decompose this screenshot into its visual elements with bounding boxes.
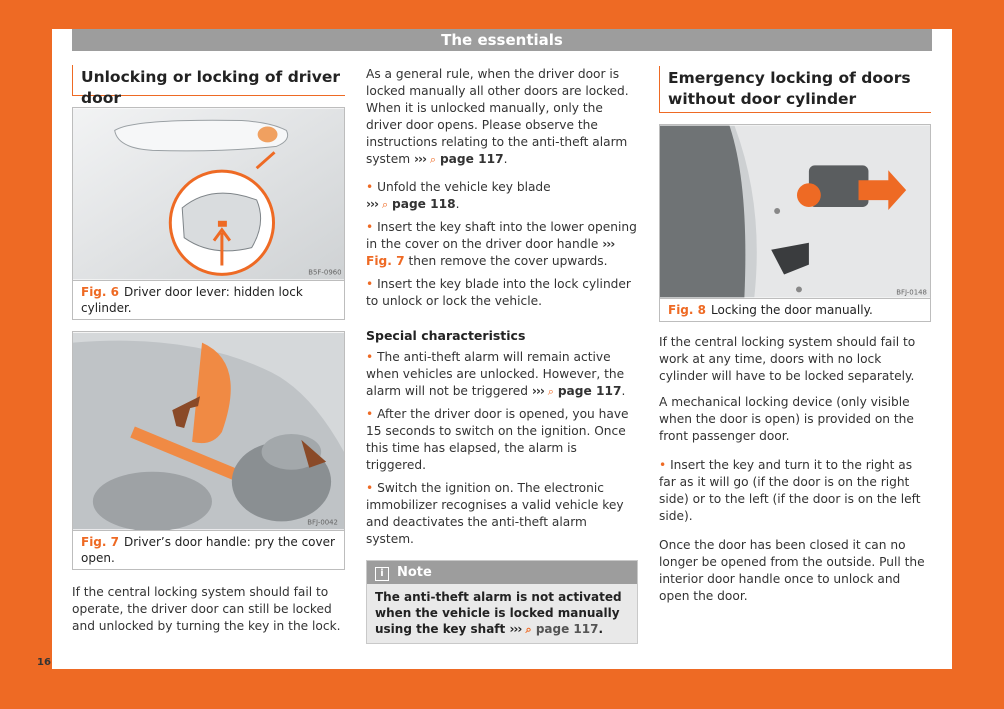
left-paragraph: If the central locking system should fail to operate, the driver door can still be locked and unlocked by turning the key in the lock. [72,585,341,633]
note-title: Note [397,565,432,580]
bullet-dot: • [366,220,374,234]
ref-page-117-link[interactable]: page 117 [535,622,599,636]
note-box [366,560,638,644]
note-text: The anti-theft alarm is not activated when the vehicle is locked manually using the key shaft [375,590,622,636]
fig7-label: Fig. 7 [81,535,119,549]
figure-7 [72,331,345,570]
chevron-icon: ››› [509,622,522,636]
fig6-caption [73,280,344,319]
chevron-icon: ››› [413,152,427,166]
bullet-insert-blade-text: Insert the key blade into the lock cylinder to unlock or lock the vehicle. [366,277,631,308]
right-paragraph-2: A mechanical locking device (only visible when the door is open) is provided on the front passenger door. [659,395,914,443]
bullet-insert-blade [366,276,638,310]
fig8-code: BFJ-0148 [896,288,927,297]
left-column [72,65,345,635]
fig8-caption-text: Locking the door manually. [711,303,873,317]
section-header: The essentials [72,29,932,51]
fig8-label: Fig. 8 [668,303,706,317]
bullet-insert-shaft [366,219,638,270]
right-paragraph-3: Once the door has been closed it can no longer be opened from the outside. Pull the interior door handle once to unlock and open the door. [659,538,925,603]
fig6-code: B5F-0960 [308,268,342,277]
bullet-alarm-active-text: The anti-theft alarm will remain active when vehicles are unlocked. However, the alarm will not be triggered [366,350,625,398]
note-body: The anti-theft alarm is not activated when the vehicle is locked manually using the key shaft ››› ⌕ page 117. [375,590,622,636]
door-lever-illustration [73,108,344,280]
chevron-icon: ››› [531,384,544,398]
special-characteristics-heading: Special characteristics [366,328,526,343]
ref-page-117-link[interactable]: page 117 [557,384,622,398]
fig6-label: Fig. 6 [81,285,119,299]
fig8-caption [660,298,930,321]
book-link-icon: ⌕ [525,623,532,636]
bullet-unfold: • Unfold the vehicle key blade ››› ⌕ page 118. [366,180,551,211]
fig7-caption-text: Driver’s door handle: pry the cover open. [81,535,335,565]
info-icon: i [375,567,389,581]
book-link-icon: ⌕ [547,385,554,398]
figure-6 [72,107,345,320]
bullet-dot: • [366,277,374,291]
figure-8 [659,124,931,322]
ref-page-118-link[interactable]: page 118 [392,197,456,211]
door-handle-illustration [73,332,344,530]
bullet-alarm-active: • The anti-theft alarm will remain active when vehicles are unlocked. However, the alarm will not be triggered ››› ⌕ page 117. [366,350,626,398]
door-lock-illustration [660,125,930,298]
section-title-unlocking: Unlocking or locking of driver door [72,65,345,96]
bullet-dot: • [366,407,374,421]
bullet-insert-shaft-text-2: then remove the cover upwards. [408,254,608,268]
middle-column [366,66,638,644]
fig6-caption-text: Driver door lever: hidden lock cylinder. [81,285,303,315]
section-title-emergency-locking: Emergency locking of doors without door cylinder [659,66,931,113]
chevron-icon: ››› [366,197,379,211]
bullet-insert-key-turn [659,457,931,525]
fig7-code: BFJ-0042 [307,518,338,527]
bullet-dot: • [366,350,374,364]
book-link-icon: ⌕ [429,153,437,166]
bullet-ignition [366,480,638,548]
intro-text: As a general rule, when the driver door is locked manually all other doors are locked. When it is unlocked manually, only the driver door opens. Please observe the instructions relating to the anti-theft alarm system [366,67,629,166]
ref-fig7-link[interactable]: Fig. 7 [366,254,405,268]
right-column [659,66,931,605]
fig7-caption [73,530,344,569]
bullet-dot: • [366,180,374,194]
intro-paragraph: As a general rule, when the driver door is locked manually all other doors are locked. When it is unlocked manually, only the driver door opens. Please observe the instructions relating to the anti-theft alarm system ››› ⌕ page 117. [366,67,629,166]
bullet-dot: • [659,458,667,472]
page-number: 16 [37,657,51,668]
book-link-icon: ⌕ [381,198,389,211]
chevron-icon: ››› [602,237,615,251]
right-paragraph-1: If the central locking system should fail to work at any time, doors with no lock cylinder will have to be locked separately. [659,335,916,383]
bullet-15-seconds-text: After the driver door is opened, you have 15 seconds to switch on the ignition. Once this time has elapsed, the alarm is triggered. [366,407,629,472]
bullet-ignition-text: Switch the ignition on. The electronic immobilizer recognises a valid vehicle key and deactivates the anti-theft alarm system. [366,481,624,546]
bullet-dot: • [366,481,374,495]
bullet-15-seconds [366,406,638,474]
note-header [367,561,637,584]
bullet-unfold-text: Unfold the vehicle key blade [377,180,551,194]
ref-page-117-link[interactable]: page 117 [439,152,504,166]
bullet-insert-shaft-text: Insert the key shaft into the lower opening in the cover on the driver door handle [366,220,637,251]
bullet-insert-key-turn-text: Insert the key and turn it to the right as far as it will go (if the door is on the right side) or to the left (if the door is on the left side). [659,458,921,523]
